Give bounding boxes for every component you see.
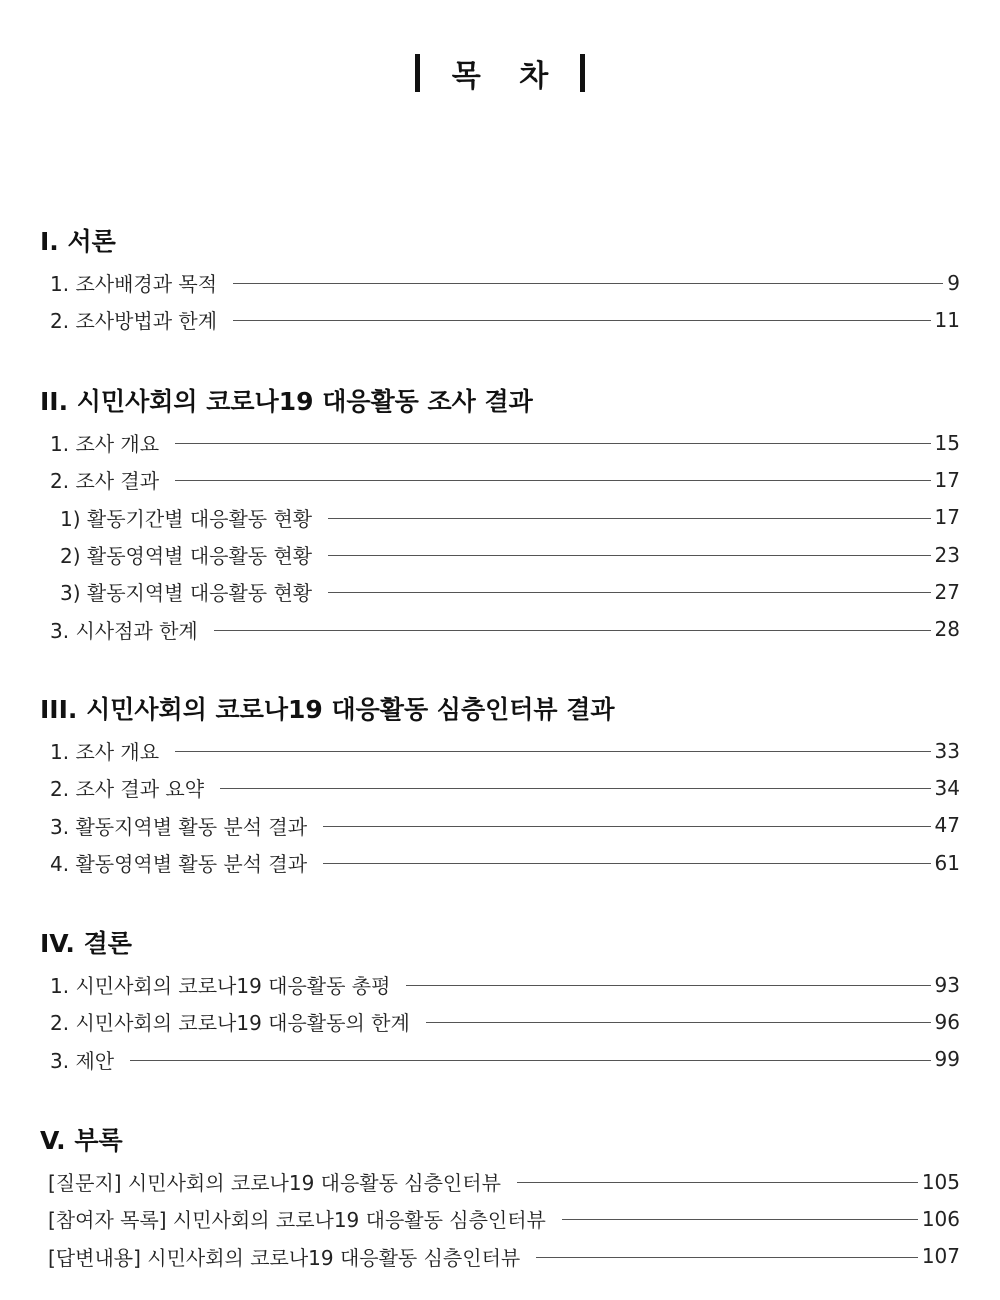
section-2 xyxy=(40,384,960,648)
leader-line xyxy=(233,283,943,284)
section-heading: V. 부록 xyxy=(40,1126,123,1155)
section-heading: I. 서론 xyxy=(40,227,116,256)
leader-line xyxy=(220,788,930,789)
entry-page-number: 17 xyxy=(934,505,960,530)
entry-label: 2) 활동영역별 대응활동 현황 xyxy=(60,544,313,569)
leader-line xyxy=(214,630,931,631)
entry-page-number: 105 xyxy=(921,1169,960,1194)
toc-entry[interactable] xyxy=(40,610,960,647)
entry-page-number: 61 xyxy=(934,850,960,875)
section-4 xyxy=(40,926,960,1078)
leader-line xyxy=(426,1022,931,1023)
entry-page-number: 96 xyxy=(934,1009,960,1034)
entry-page-number: 15 xyxy=(934,430,960,455)
entry-page-number: 93 xyxy=(934,972,960,997)
toc-subentry[interactable] xyxy=(40,536,960,573)
section-heading: II. 시민사회의 코로나19 대응활동 조사 결과 xyxy=(40,387,533,416)
entry-label: 1. 조사배경과 목적 xyxy=(50,272,218,297)
title-right-bar xyxy=(580,54,585,92)
leader-line xyxy=(536,1257,918,1258)
leader-line xyxy=(406,985,930,986)
entry-page-number: 47 xyxy=(934,813,960,838)
toc-entry[interactable] xyxy=(40,424,960,461)
leader-line xyxy=(175,480,930,481)
entry-page-number: 23 xyxy=(934,542,960,567)
toc-subentry[interactable] xyxy=(40,499,960,536)
toc-entry[interactable] xyxy=(40,807,960,844)
toc-entry[interactable] xyxy=(40,1163,960,1200)
leader-line xyxy=(328,555,930,556)
toc-entry[interactable] xyxy=(40,1200,960,1237)
entry-label: 3. 활동지역별 활동 분석 결과 xyxy=(50,814,308,839)
entry-label: [참여자 목록] 시민사회의 코로나19 대응활동 심층인터뷰 xyxy=(48,1208,546,1233)
entry-label: 1. 시민사회의 코로나19 대응활동 총평 xyxy=(50,974,391,999)
toc-title xyxy=(0,48,1000,98)
entry-page-number: 99 xyxy=(934,1047,960,1072)
leader-line xyxy=(233,320,931,321)
entry-label: 3. 시사점과 한계 xyxy=(50,618,198,643)
title-left-bar xyxy=(415,54,420,92)
toc-entry[interactable] xyxy=(40,1041,960,1078)
leader-line xyxy=(328,518,930,519)
section-heading: III. 시민사회의 코로나19 대응활동 심층인터뷰 결과 xyxy=(40,695,615,724)
entry-label: 1) 활동기간별 대응활동 현황 xyxy=(60,506,313,531)
leader-line xyxy=(175,751,930,752)
toc-entry[interactable] xyxy=(40,1238,960,1275)
leader-line xyxy=(562,1219,918,1220)
entry-label: 2. 조사방법과 한계 xyxy=(50,309,218,334)
toc-entry[interactable] xyxy=(40,732,960,769)
toc-entry[interactable] xyxy=(40,301,960,338)
leader-line xyxy=(323,826,931,827)
entry-label: [답변내용] 시민사회의 코로나19 대응활동 심층인터뷰 xyxy=(48,1245,521,1270)
leader-line xyxy=(517,1182,918,1183)
entry-page-number: 33 xyxy=(934,738,960,763)
entry-page-number: 11 xyxy=(934,307,960,332)
entry-page-number: 34 xyxy=(934,775,960,800)
entry-label: [질문지] 시민사회의 코로나19 대응활동 심층인터뷰 xyxy=(48,1171,501,1196)
entry-page-number: 9 xyxy=(947,270,960,295)
toc-subentry[interactable] xyxy=(40,573,960,610)
entry-page-number: 28 xyxy=(934,617,960,642)
entry-label: 1. 조사 개요 xyxy=(50,432,160,457)
toc-entry[interactable] xyxy=(40,264,960,301)
section-heading: IV. 결론 xyxy=(40,929,132,958)
section-5 xyxy=(40,1123,960,1275)
page-title: 목 차 xyxy=(451,59,563,94)
toc-entry[interactable] xyxy=(40,461,960,498)
entry-label: 3) 활동지역별 대응활동 현황 xyxy=(60,581,313,606)
leader-line xyxy=(323,863,931,864)
leader-line xyxy=(175,443,930,444)
section-1 xyxy=(40,224,960,339)
entry-label: 4. 활동영역별 활동 분석 결과 xyxy=(50,852,308,877)
entry-page-number: 106 xyxy=(921,1206,960,1231)
toc-entry[interactable] xyxy=(40,1003,960,1040)
entry-page-number: 17 xyxy=(934,467,960,492)
toc-entry[interactable] xyxy=(40,844,960,881)
entry-page-number: 107 xyxy=(921,1244,960,1269)
leader-line xyxy=(130,1060,930,1061)
toc-entry[interactable] xyxy=(40,966,960,1003)
entry-page-number: 27 xyxy=(934,579,960,604)
toc-entry[interactable] xyxy=(40,769,960,806)
entry-label: 2. 조사 결과 요약 xyxy=(50,777,205,802)
entry-label: 2. 조사 결과 xyxy=(50,469,160,494)
section-3 xyxy=(40,692,960,881)
entry-label: 3. 제안 xyxy=(50,1048,115,1073)
leader-line xyxy=(328,592,930,593)
entry-label: 1. 조사 개요 xyxy=(50,740,160,765)
entry-label: 2. 시민사회의 코로나19 대응활동의 한계 xyxy=(50,1011,410,1036)
